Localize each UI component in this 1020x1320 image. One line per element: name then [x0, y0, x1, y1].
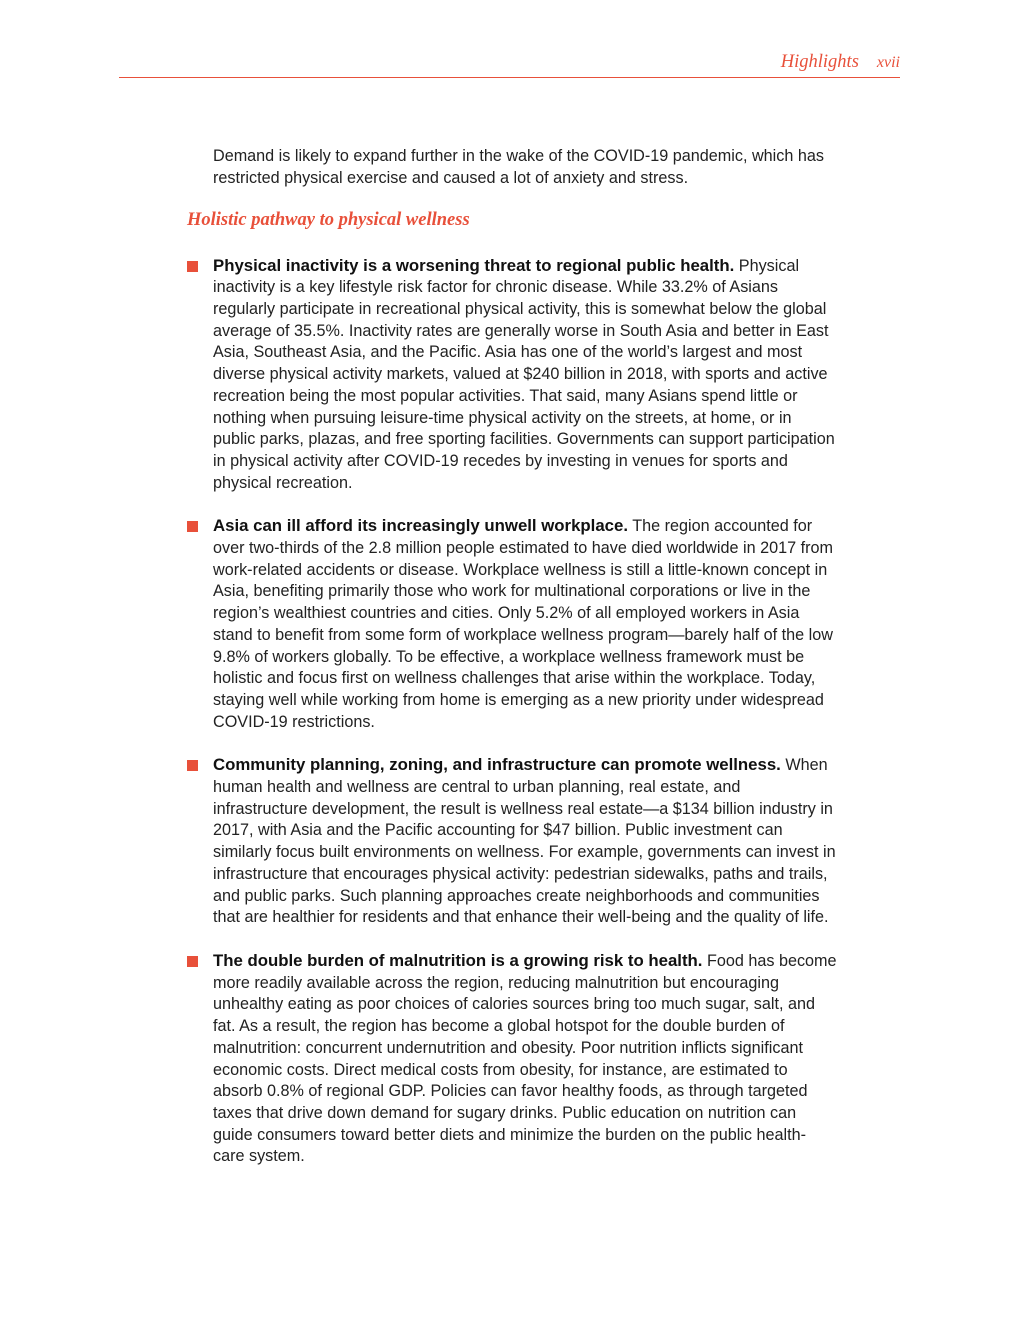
- bullet-item: [187, 950, 837, 1168]
- bullet-lead: The double burden of malnutrition is a growing risk to health.: [213, 950, 703, 970]
- section-heading: Holistic pathway to physical wellness: [187, 209, 470, 230]
- bullet-paragraph: [213, 515, 837, 733]
- bullet-lead: Community planning, zoning, and infrastructure can promote wellness.: [213, 755, 781, 775]
- bullet-item: [187, 515, 837, 733]
- bullet-paragraph: [213, 255, 837, 495]
- bullet-paragraph: [213, 754, 837, 929]
- page-body: [187, 146, 837, 1189]
- bullet-body: Physical inactivity is a key lifestyle risk factor for chronic disease. While 33.2% of Asians regularly participate in recreational physical activity, this is somewhat below the global average of 35.5%. Inactivity rates are generally worse in South Asia and better in East Asia, Southeast Asia, and the Pacific. Asia has one of the world’s largest and most diverse physical activity markets, valued at $240 billion in 2018, with sports and active recreation being the most popular activities. That said, many Asians spend little or nothing when pursuing leisure-time physical activity on the streets, at home, or in public parks, plazas, and free sporting facilities. Governments can support participation in physical activity after COVID-19 recedes by investing in venues for sports and physical recreation.: [213, 256, 835, 492]
- bullet-item: [187, 255, 837, 495]
- square-bullet-icon: [187, 261, 198, 272]
- intro-paragraph: Demand is likely to expand further in the wake of the COVID-19 pandemic, which has restricted physical exercise and caused a lot of anxiety and stress.: [213, 147, 824, 187]
- bullet-body: The region accounted for over two-thirds of the 2.8 million people estimated to have died worldwide in 2017 from work-related accidents or disease. Workplace wellness is still a little-known concept in Asia, benefiting primarily those who work for multinational corporations or live in the region’s wealthiest countries and cities. Only 5.2% of all employed workers in Asia stand to benefit from some form of workplace wellness program—barely half of the low 9.8% of workers globally. To be effective, a workplace wellness framework must be holistic and focus first on wellness challenges that arise within the workplace. Today, staying well while working from home is emerging as a new priority under widespread COVID-19 restrictions.: [213, 517, 833, 731]
- running-header-text: [781, 52, 900, 73]
- bullet-body: When human health and wellness are central to urban planning, real estate, and infrastructure development, the result is wellness real estate—a $134 billion industry in 2017, with Asia and the Pacific accounting for $47 billion. Public investment can similarly focus built environments on wellness. For example, governments can invest in infrastructure that encourages physical activity: pedestrian sidewalks, paths and trails, and public parks. Such planning approaches create neighborhoods and communities that are healthier for residents and that enhance their well-being and the quality of life.: [213, 756, 836, 927]
- bullet-lead: Asia can ill afford its increasingly unwell workplace.: [213, 516, 628, 536]
- bullet-item: [187, 754, 837, 929]
- bullet-body: Food has become more readily available across the region, reducing malnutrition but encouraging unhealthy eating as poor choices of calories sources bring too much sugar, salt, and fat. As a result, the region has become a global hotspot for the double burden of malnutrition: concurrent undernutrition and obesity. Poor nutrition inflicts significant economic costs. Direct medical costs from obesity, for instance, are estimated to absorb 0.8% of regional GDP. Policies can favor healthy foods, as through targeted taxes that drive down demand for sugary drinks. Public education on nutrition can guide consumers toward better diets and minimize the burden on the public health-care system.: [213, 951, 837, 1166]
- bullet-list: [187, 255, 837, 1168]
- bullet-lead: Physical inactivity is a worsening threat to regional public health.: [213, 255, 735, 275]
- page-number: xvii: [876, 54, 900, 71]
- bullet-paragraph: [213, 950, 837, 1168]
- square-bullet-icon: [187, 956, 198, 967]
- square-bullet-icon: [187, 521, 198, 532]
- square-bullet-icon: [187, 760, 198, 771]
- section-title: Highlights: [780, 52, 859, 72]
- running-header: [119, 50, 900, 78]
